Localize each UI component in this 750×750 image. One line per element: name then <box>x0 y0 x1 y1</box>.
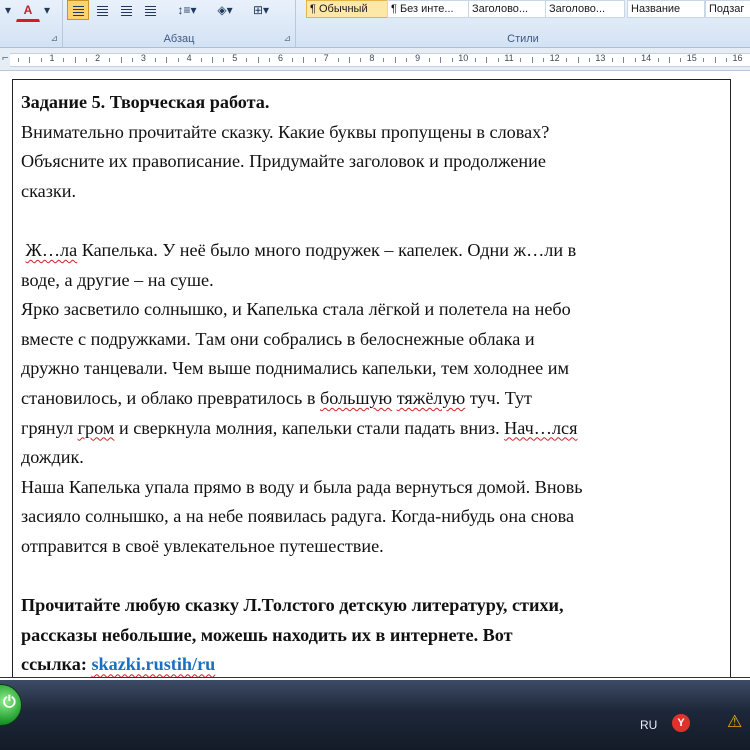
ruler-tick <box>258 57 259 63</box>
align-left-icon <box>73 6 84 16</box>
taskbar <box>0 680 750 750</box>
story-line <box>21 384 721 414</box>
ruler-tick <box>166 57 167 63</box>
style-label: Заголово... <box>472 3 529 15</box>
ruler-number: 6 <box>277 53 284 63</box>
line-spacing-icon: ↕≡▾ <box>177 3 197 17</box>
font-group <box>0 0 63 47</box>
warning-icon[interactable]: ⚠ <box>727 712 743 731</box>
story-text: Капелька. У неё было много подружек – капелек. Одни ж…ли в <box>77 239 577 260</box>
styles-group <box>296 0 750 47</box>
ruler-tick <box>303 57 304 63</box>
document-bottom-edge <box>0 677 750 678</box>
ruler-tick <box>86 58 87 62</box>
story-line: дружно танцевали. Чем выше поднимались капельки, тем холоднее им <box>21 358 570 379</box>
font-color-dropdown-icon[interactable]: ▾ <box>43 3 51 17</box>
ruler-number: 8 <box>369 53 375 63</box>
ruler-tick <box>406 58 407 62</box>
font-color-label: A <box>23 3 33 17</box>
ruler-tick <box>212 57 213 63</box>
ruler-tick <box>475 58 476 62</box>
misspelled-word: Нач…лся <box>504 417 578 438</box>
font-size-dropdown-arrow[interactable]: ▾ <box>4 3 12 17</box>
ruler-tick <box>612 58 613 62</box>
story-line: засияло солнышко, а на небе появилась радуга. Когда-нибудь она снова <box>21 506 575 527</box>
ruler-tick <box>63 58 64 62</box>
ruler-number: 4 <box>186 53 192 63</box>
document-table <box>12 79 731 678</box>
align-left-button[interactable] <box>67 0 89 20</box>
fairy-tales-link[interactable]: skazki.rustih/ru <box>91 654 216 675</box>
ruler-tick <box>246 58 247 62</box>
instructions-line: сказки. <box>21 180 77 201</box>
ruler-number: 2 <box>95 53 101 63</box>
story-line: Наша Капелька упала прямо в воду и была рада вернуться домой. Вновь <box>21 476 583 497</box>
yandex-letter: Y <box>677 717 685 729</box>
ruler-tick <box>726 58 727 62</box>
shading-button[interactable] <box>209 0 241 20</box>
ruler-tick <box>292 58 293 62</box>
ruler-tick <box>578 57 579 63</box>
ruler-tick <box>315 58 316 62</box>
style-label: Заголово... <box>549 3 606 15</box>
ruler-tick <box>18 58 19 62</box>
start-button[interactable] <box>0 684 22 726</box>
style-subtitle[interactable] <box>705 0 750 18</box>
ruler-number: 13 <box>595 53 606 63</box>
misspelled-word: гром <box>77 417 115 438</box>
ruler-tick <box>589 58 590 62</box>
instructions-line: Объясните их правописание. Придумайте заголовок и продолжение <box>21 151 546 172</box>
style-label: ¶ Обычный <box>310 3 368 15</box>
ruler-tick <box>703 58 704 62</box>
ruler-number: 3 <box>140 53 146 63</box>
start-icon: ⏻ <box>3 694 16 711</box>
assignment-line <box>21 650 721 680</box>
styles-group-label: Стили <box>507 33 539 45</box>
ruler-tick <box>543 58 544 62</box>
ruler-scale[interactable] <box>10 53 750 67</box>
align-right-icon <box>121 6 132 16</box>
ruler-tick <box>486 57 487 63</box>
style-normal[interactable] <box>306 0 390 18</box>
story-text: туч. Тут <box>465 387 533 408</box>
story-line: вместе с подружками. Там они собрались в белоснежные облака и <box>21 328 535 349</box>
ruler-tick <box>429 58 430 62</box>
ruler-tick <box>520 58 521 62</box>
ruler-tick <box>41 58 42 62</box>
language-indicator[interactable]: RU <box>640 718 658 732</box>
style-label: Подзаг <box>709 3 745 15</box>
style-heading-2[interactable] <box>545 0 625 18</box>
borders-button[interactable] <box>245 0 277 20</box>
ruler-tick <box>669 57 670 63</box>
line-spacing-button[interactable] <box>171 0 203 20</box>
story-text: и сверкнула молния, капельки стали падать вниз. <box>114 417 505 438</box>
ruler-tick <box>532 57 533 63</box>
paragraph-group <box>63 0 296 47</box>
ruler-tick <box>498 58 499 62</box>
style-label: ¶ Без инте... <box>391 3 454 15</box>
align-center-icon <box>97 6 108 16</box>
ruler-tick <box>383 58 384 62</box>
justify-button[interactable] <box>139 0 161 20</box>
document-text[interactable] <box>21 88 721 680</box>
story-line: дождик. <box>21 447 84 468</box>
story-line: отправится в своё увлекательное путешествие. <box>21 535 384 556</box>
paragraph-group-label: Абзац <box>163 33 195 45</box>
misspelled-word: Ж…ла <box>25 239 78 260</box>
align-right-button[interactable] <box>115 0 137 20</box>
font-color-button[interactable] <box>16 0 40 22</box>
ruler-tick <box>109 58 110 62</box>
ruler-tick <box>635 58 636 62</box>
borders-icon: ⊞▾ <box>252 3 270 17</box>
ruler-number: 11 <box>504 53 514 63</box>
style-no-spacing[interactable] <box>387 0 471 18</box>
task-heading: Задание 5. Творческая работа. <box>21 92 270 112</box>
story-line: Ярко засветило солнышко, и Капелька стала лёгкой и полетела на небо <box>21 299 571 320</box>
ruler-number: 10 <box>458 53 469 63</box>
ruler-number: 14 <box>641 53 652 63</box>
ruler-tick <box>440 57 441 63</box>
ruler-tick <box>395 57 396 63</box>
ruler-number: 1 <box>49 53 55 63</box>
story-line: воде, а другие – на суше. <box>21 269 214 290</box>
ruler-tick <box>452 58 453 62</box>
link-prefix: ссылка: <box>21 654 92 675</box>
paint-bucket-icon: ◈▾ <box>217 3 233 17</box>
align-center-button[interactable] <box>91 0 113 20</box>
ruler-tick <box>269 58 270 62</box>
story-line <box>21 236 721 266</box>
ruler-tick <box>680 58 681 62</box>
story-line <box>21 414 721 444</box>
ruler-tick <box>338 58 339 62</box>
style-heading-1[interactable] <box>468 0 548 18</box>
ruler-number: 12 <box>549 53 560 63</box>
ruler-number: 5 <box>232 53 238 63</box>
tab-selector-icon[interactable]: ⌐ <box>2 52 9 64</box>
instructions-line: Внимательно прочитайте сказку. Какие буквы пропущены в словах? <box>21 121 550 142</box>
ruler-tick <box>29 57 30 63</box>
story-text: грянул <box>21 417 78 438</box>
assignment-line: Прочитайте любую сказку Л.Толстого детскую литературу, стихи, <box>21 595 564 616</box>
ruler-tick <box>121 57 122 63</box>
assignment-line: рассказы небольшие, можешь находить их в интернете. Вот <box>21 624 513 645</box>
ruler-tick <box>201 58 202 62</box>
font-dialog-launcher-icon[interactable]: ⊿ <box>50 33 58 43</box>
ribbon <box>0 0 750 48</box>
ruler-tick <box>75 57 76 63</box>
ruler-tick <box>658 58 659 62</box>
horizontal-ruler[interactable] <box>0 48 750 71</box>
blank-line <box>21 562 721 592</box>
ruler-tick <box>178 58 179 62</box>
ruler-tick <box>132 58 133 62</box>
ruler-number: 9 <box>415 53 421 63</box>
ruler-tick <box>155 58 156 62</box>
ruler-tick <box>566 58 567 62</box>
yandex-browser-tray-icon[interactable] <box>672 714 690 732</box>
ruler-tick <box>360 58 361 62</box>
paragraph-dialog-launcher-icon[interactable]: ⊿ <box>283 33 291 43</box>
ruler-number: 7 <box>323 53 329 63</box>
justify-icon <box>145 6 156 16</box>
misspelled-word: большую <box>319 387 393 408</box>
document-area[interactable] <box>0 71 750 677</box>
ruler-number: 15 <box>686 53 697 63</box>
blank-line <box>21 206 721 236</box>
ruler-tick <box>715 57 716 63</box>
ruler-tick <box>223 58 224 62</box>
ruler-tick <box>623 57 624 63</box>
ruler-tick <box>349 57 350 63</box>
style-label: Название <box>631 3 681 15</box>
ruler-number: 16 <box>732 53 743 63</box>
style-title[interactable] <box>627 0 705 18</box>
misspelled-word: тяжёлую <box>396 387 466 408</box>
story-text: становилось, и облако превратилось в <box>21 387 320 408</box>
